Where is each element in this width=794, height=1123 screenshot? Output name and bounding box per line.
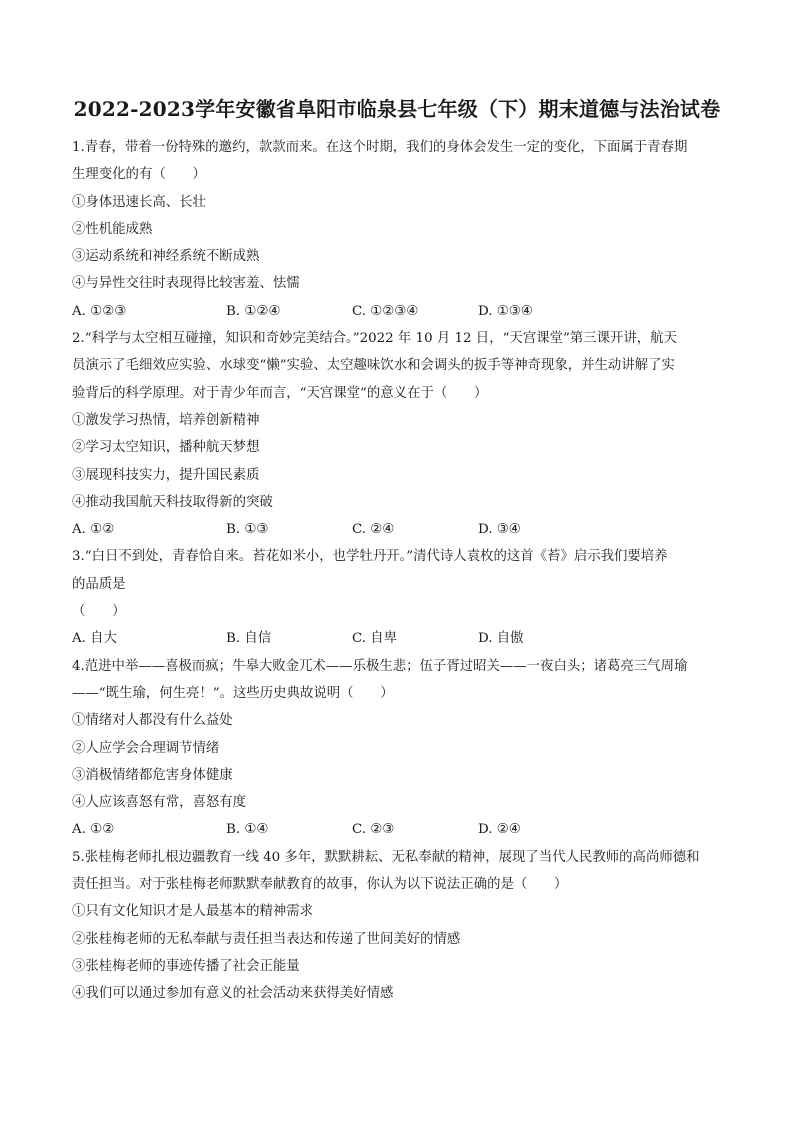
option-d[interactable]: D. 自傲 <box>478 631 524 647</box>
question-stem-line: 2.“科学与太空相互碰撞，知识和奇妙完美结合。”2022 年 10 月 12 日，“天宫课堂”第三课开讲，航天 <box>72 331 677 347</box>
question-4 <box>72 653 722 844</box>
option-d[interactable]: D. ③④ <box>478 522 521 538</box>
option-d[interactable]: D. ①③④ <box>478 303 533 319</box>
question-stem-line: 3.“白日不到处，青春恰自来。苔花如米小，也学牡丹开。”清代诗人袁枚的这首《苔》启示我们要培养 <box>72 549 668 565</box>
statement-item: ①身体迅速长高、长壮 <box>72 194 206 210</box>
question-5 <box>72 844 722 1008</box>
statement-item: ③运动系统和神经系统不断成熟 <box>72 249 260 265</box>
question-1 <box>72 134 722 325</box>
statement-item: ③消极情绪都危害身体健康 <box>72 767 233 783</box>
option-a[interactable]: A. ①②③ <box>72 303 127 319</box>
question-stem-line: 1.青春，带着一份特殊的邀约，款款而来。在这个时期，我们的身体会发生一定的变化，下面属于青春期 <box>72 140 688 155</box>
statement-item: ②张桂梅老师的无私奉献与责任担当表达和传递了世间美好的情感 <box>72 931 461 947</box>
statement-item: ②性机能成熟 <box>72 221 153 237</box>
option-c[interactable]: C. 自卑 <box>352 631 398 647</box>
option-b[interactable]: B. ①②④ <box>226 303 281 319</box>
statement-item: ③张桂梅老师的事迹传播了社会正能量 <box>72 958 300 974</box>
answer-options <box>72 816 722 843</box>
statement-item: ①情绪对人都没有什么益处 <box>72 713 233 729</box>
option-a[interactable]: A. ①② <box>72 822 115 838</box>
option-b[interactable]: B. ①④ <box>226 822 269 838</box>
question-stem-line: 生理变化的有（ ） <box>72 167 206 183</box>
question-stem-line: 责任担当。对于张桂梅老师默默奉献教育的故事，你认为以下说法正确的是（ ） <box>72 877 568 893</box>
option-c[interactable]: C. ②③ <box>352 822 395 838</box>
question-stem-line: 验背后的科学原理。对于青少年而言，“天宫课堂”的意义在于（ ） <box>72 385 488 401</box>
answer-options <box>72 298 722 325</box>
question-stem-line: 5.张桂梅老师扎根边疆教育一线 40 多年，默默耕耘、无私奉献的精神，展现了当代人民教师的高尚师德和 <box>72 849 700 865</box>
option-b[interactable]: B. 自信 <box>226 631 272 647</box>
statement-item: ①只有文化知识才是人最基本的精神需求 <box>72 904 314 920</box>
question-2 <box>72 325 722 543</box>
question-list <box>72 134 722 1008</box>
statement-item: ④与异性交往时表现得比较害羞、怯懦 <box>72 276 300 292</box>
answer-options <box>72 516 722 543</box>
exam-title: 2022-2023学年安徽省阜阳市临泉县七年级（下）期末道德与法治试卷 <box>73 97 721 121</box>
option-b[interactable]: B. ①③ <box>226 522 269 538</box>
question-stem-line: 4.范进中举——喜极而疯；牛皋大败金兀术——乐极生悲；伍子胥过昭关——一夜白头；诸葛亮三气周瑜 <box>72 658 688 674</box>
statement-item: ④推动我国航天科技取得新的突破 <box>72 494 273 510</box>
option-c[interactable]: C. ②④ <box>352 522 395 538</box>
question-stem-line: ——“既生瑜，何生亮！”。这些历史典故说明（ ） <box>72 685 394 701</box>
statement-item: ①激发学习热情，培养创新精神 <box>72 412 260 428</box>
answer-options <box>72 625 722 652</box>
question-stem-line: 的品质是 <box>72 576 126 592</box>
statement-item: ②学习太空知识，播种航天梦想 <box>72 440 260 456</box>
statement-item: ③展现科技实力，提升国民素质 <box>72 467 260 483</box>
answer-blank: （ ） <box>72 604 126 620</box>
option-c[interactable]: C. ①②③④ <box>352 303 419 319</box>
statement-item: ④人应该喜怒有常，喜怒有度 <box>72 795 247 811</box>
option-a[interactable]: A. ①② <box>72 522 115 538</box>
statement-item: ②人应学会合理调节情绪 <box>72 740 220 756</box>
option-d[interactable]: D. ②④ <box>478 822 521 838</box>
option-a[interactable]: A. 自大 <box>72 631 117 647</box>
statement-item: ④我们可以通过参加有意义的社会活动来获得美好情感 <box>72 986 394 1002</box>
question-stem-line: 员演示了毛细效应实验、水球变“懒”实验、太空趣味饮水和会调头的扳手等神奇现象，并生动讲解了实 <box>72 358 675 374</box>
question-3 <box>72 543 722 652</box>
